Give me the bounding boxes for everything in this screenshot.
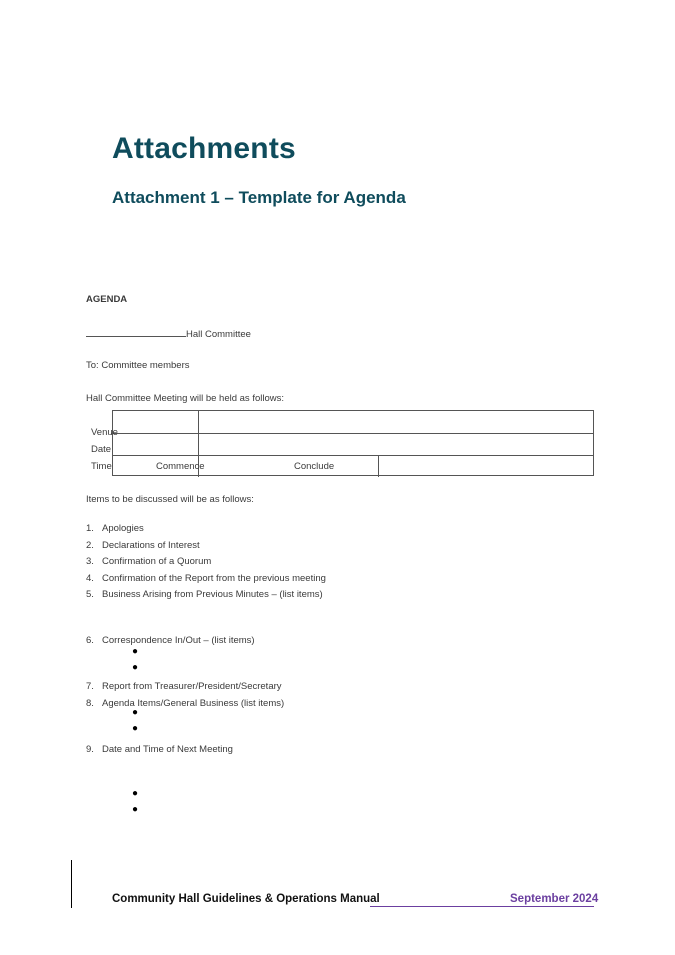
hall-committee-label: Hall Committee xyxy=(186,329,251,340)
meeting-intro: Hall Committee Meeting will be held as follows: xyxy=(86,393,284,404)
date-label: Date xyxy=(91,444,112,455)
agenda-label: AGENDA xyxy=(86,294,128,305)
venue-label: Venue xyxy=(91,427,118,438)
footer-date: September 2024 xyxy=(510,893,599,905)
hall-committee-line xyxy=(86,327,251,340)
list-item: 5. Business Arising from Previous Minutes – (list items) xyxy=(86,589,323,600)
items-intro: Items to be discussed will be as follows: xyxy=(86,494,254,505)
footer-title: Community Hall Guidelines & Operations Manual xyxy=(112,893,380,905)
list-item: 9. Date and Time of Next Meeting xyxy=(86,744,233,755)
bullet-point: ● xyxy=(132,707,139,718)
to-label: To: xyxy=(86,360,99,371)
list-item: 4. Confirmation of the Report from the previous meeting xyxy=(86,573,326,584)
list-item: 7. Report from Treasurer/President/Secretary xyxy=(86,681,282,692)
list-item: 3. Confirmation of a Quorum xyxy=(86,556,212,567)
bullet-point: ● xyxy=(132,646,139,657)
commence-label: Commence xyxy=(156,461,205,472)
conclude-label: Conclude xyxy=(294,461,335,472)
table-divider xyxy=(113,433,593,434)
footer-rule xyxy=(370,906,594,907)
list-item: 6. Correspondence In/Out – (list items) xyxy=(86,635,255,646)
page-title: Attachments xyxy=(112,132,296,165)
page-subtitle: Attachment 1 – Template for Agenda xyxy=(112,188,406,207)
to-line xyxy=(86,360,190,371)
list-item: 8. Agenda Items/General Business (list items) xyxy=(86,698,285,709)
list-item: 2. Declarations of Interest xyxy=(86,540,200,551)
table-divider xyxy=(113,455,593,456)
meeting-details-table xyxy=(112,410,594,476)
blank-line xyxy=(86,327,186,337)
to-value: Committee members xyxy=(101,360,190,371)
footer-margin-bar xyxy=(71,860,72,908)
bullet-point: ● xyxy=(132,662,139,673)
table-divider xyxy=(378,455,379,477)
time-label: Time xyxy=(91,461,112,472)
bullet-point: ● xyxy=(132,804,139,815)
bullet-point: ● xyxy=(132,788,139,799)
bullet-point: ● xyxy=(132,723,139,734)
list-item: 1. Apologies xyxy=(86,523,144,534)
